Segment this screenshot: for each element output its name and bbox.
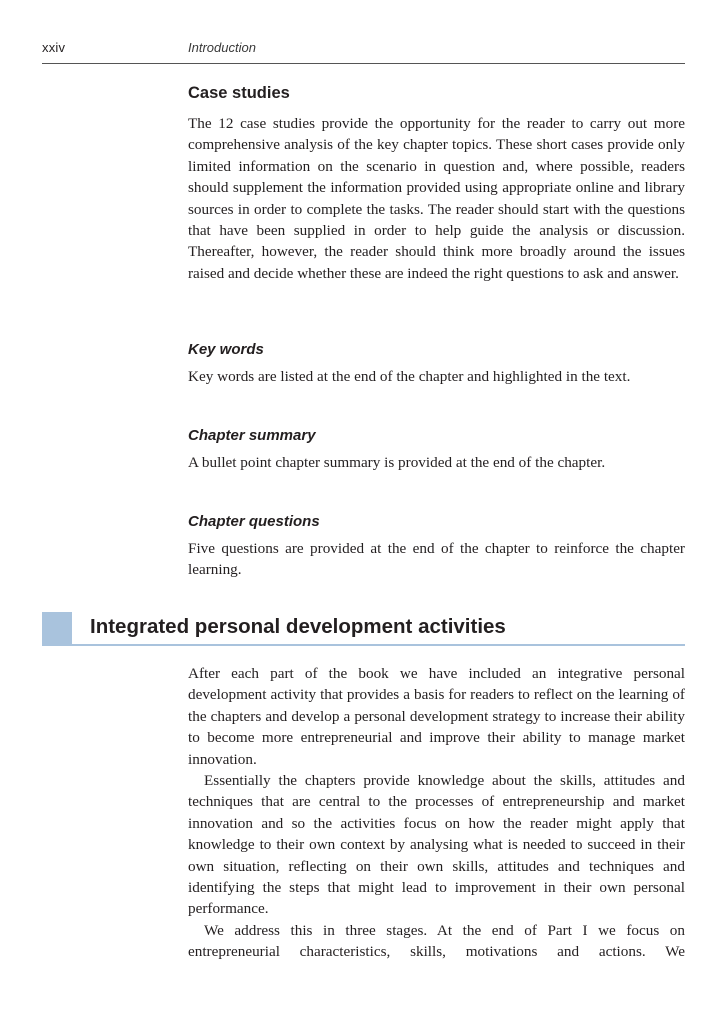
chapter-questions-heading: Chapter questions xyxy=(188,513,320,530)
case-studies-text: The 12 case studies provide the opportunity for the reader to carry out more comprehensive analysis of the key chapter topics. These short cases provide only limited information on the scenario in question and, where possible, readers should supplement the information provided using appropriate online and library sources in order to complete the tasks. The reader should start with the questions that have been supplied in order to help guide the analysis or discussion. Thereafter, however, the reader should think more broadly around the issues raised and decide whether these are indeed the right questions to ask and answer. xyxy=(188,115,685,282)
key-words-section xyxy=(188,341,685,387)
page-number: xxiv xyxy=(42,40,66,55)
section-band-rule xyxy=(72,644,685,646)
section-band-marker xyxy=(42,612,72,646)
integrated-paragraph-1: After each part of the book we have included an integrative personal development activity that provides a basis for readers to reflect on the learning of the chapters and develop a personal development strategy to increase their ability to become more entrepreneurial and improve their ability to manage market innovation. xyxy=(188,665,685,768)
running-header xyxy=(0,0,728,70)
integrated-paragraph-3: We address this in three stages. At the end of Part I we focus on entrepreneurial characteristics, skills, motivations and actions. We xyxy=(188,921,685,961)
key-words-heading: Key words xyxy=(188,341,264,358)
header-rule xyxy=(42,63,685,64)
chapter-questions-text: Five questions are provided at the end of the chapter to reinforce the chapter learning. xyxy=(188,540,685,579)
integrated-paragraph-2: Essentially the chapters provide knowledge about the skills, attitudes and techniques that are central to the processes of entrepreneurship and market innovation and so the activities focus on how the reader might apply that knowledge to their own context by analysing what is needed to succeed in their own situation, reflecting on their own skills, attitudes and techniques and identifying the steps that might lead to improvement in their own personal performance. xyxy=(188,772,685,918)
chapter-summary-section xyxy=(188,427,685,473)
running-title: Introduction xyxy=(188,40,256,55)
chapter-questions-section xyxy=(188,513,685,581)
chapter-summary-text: A bullet point chapter summary is provided at the end of the chapter. xyxy=(188,454,606,471)
key-words-text: Key words are listed at the end of the chapter and highlighted in the text. xyxy=(188,368,631,385)
case-studies-heading: Case studies xyxy=(188,84,290,102)
case-studies-section xyxy=(188,84,685,284)
integrated-heading: Integrated personal development activities xyxy=(90,615,506,638)
chapter-summary-heading: Chapter summary xyxy=(188,427,316,444)
integrated-section xyxy=(188,663,685,963)
